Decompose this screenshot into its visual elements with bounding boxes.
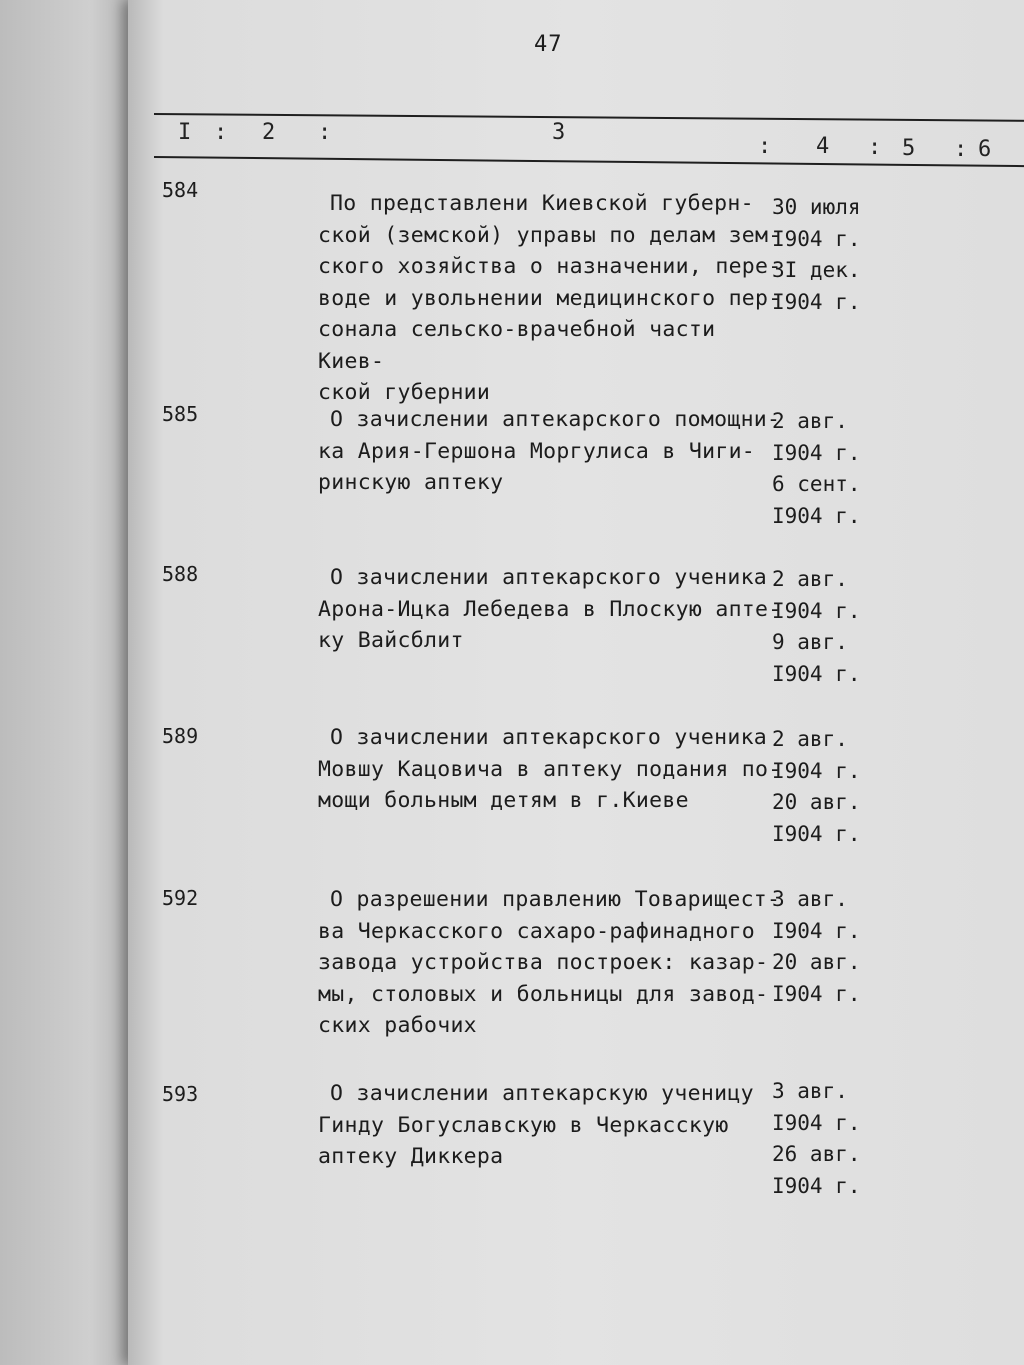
entry-dates: 2 авг. I904 г. 9 авг. I904 г.: [772, 567, 861, 686]
page-number: 47: [534, 32, 563, 57]
entry-dates: 3 авг. I904 г. 20 авг. I904 г.: [772, 887, 861, 1006]
entry-dates: 2 авг. I904 г. 6 сент. I904 г.: [772, 409, 861, 528]
column-header-separator: :: [318, 120, 332, 145]
entry-title: О зачислении аптекарского ученика Арона-Ицка Лебедева в Плоскую апте- ку Вайсблит: [318, 565, 782, 653]
column-header-separator: :: [954, 137, 968, 162]
entry-dates: 2 авг. I904 г. 20 авг. I904 г.: [772, 727, 861, 846]
entry-title: О зачислении аптекарского ученика Мовшу Кацовича в аптеку подания по- мощи больным детям в г.Киеве: [318, 725, 782, 813]
entry-title: О зачислении аптекарскую ученицу Гинду Богуславскую в Черкасскую аптеку Диккера: [318, 1081, 754, 1169]
entry-number: 584: [162, 178, 199, 202]
entry-number: 585: [162, 402, 199, 426]
column-header-1: I: [178, 120, 192, 145]
entry-number: 589: [162, 724, 199, 748]
entry-dates: 3 авг. I904 г. 26 авг. I904 г.: [772, 1079, 861, 1198]
column-header-5: 5: [902, 136, 916, 161]
column-header-separator: :: [758, 134, 772, 159]
column-header-separator: :: [868, 135, 882, 160]
column-header-4: 4: [816, 134, 830, 159]
column-header-3: 3: [552, 120, 566, 145]
entry-number: 592: [162, 886, 199, 910]
entry-number: 593: [162, 1082, 199, 1106]
column-header-6: 6: [978, 137, 992, 162]
column-header-2: 2: [262, 120, 276, 145]
entry-title: По представлени Киевской губерн- ской (земской) управы по делам зем- ского хозяйства о назначении, пере- воде и увольнении медицинского пер- сонала сельско-врачебной части Киев- ской губернии: [318, 191, 782, 405]
entry-number: 588: [162, 562, 199, 586]
entry-title: О зачислении аптекарского помощни- ка Ария-Гершона Моргулиса в Чиги- ринскую аптеку: [318, 407, 781, 495]
column-header-separator: :: [214, 120, 228, 145]
entry-title: О разрешении правлению Товарищест- ва Черкасского сахаро-рафинадного завода устройства построек: казар- мы, столовых и больницы для завод- ских рабочих: [318, 887, 781, 1038]
entry-dates: 30 июля I904 г. 3I дек. I904 г.: [772, 195, 861, 314]
